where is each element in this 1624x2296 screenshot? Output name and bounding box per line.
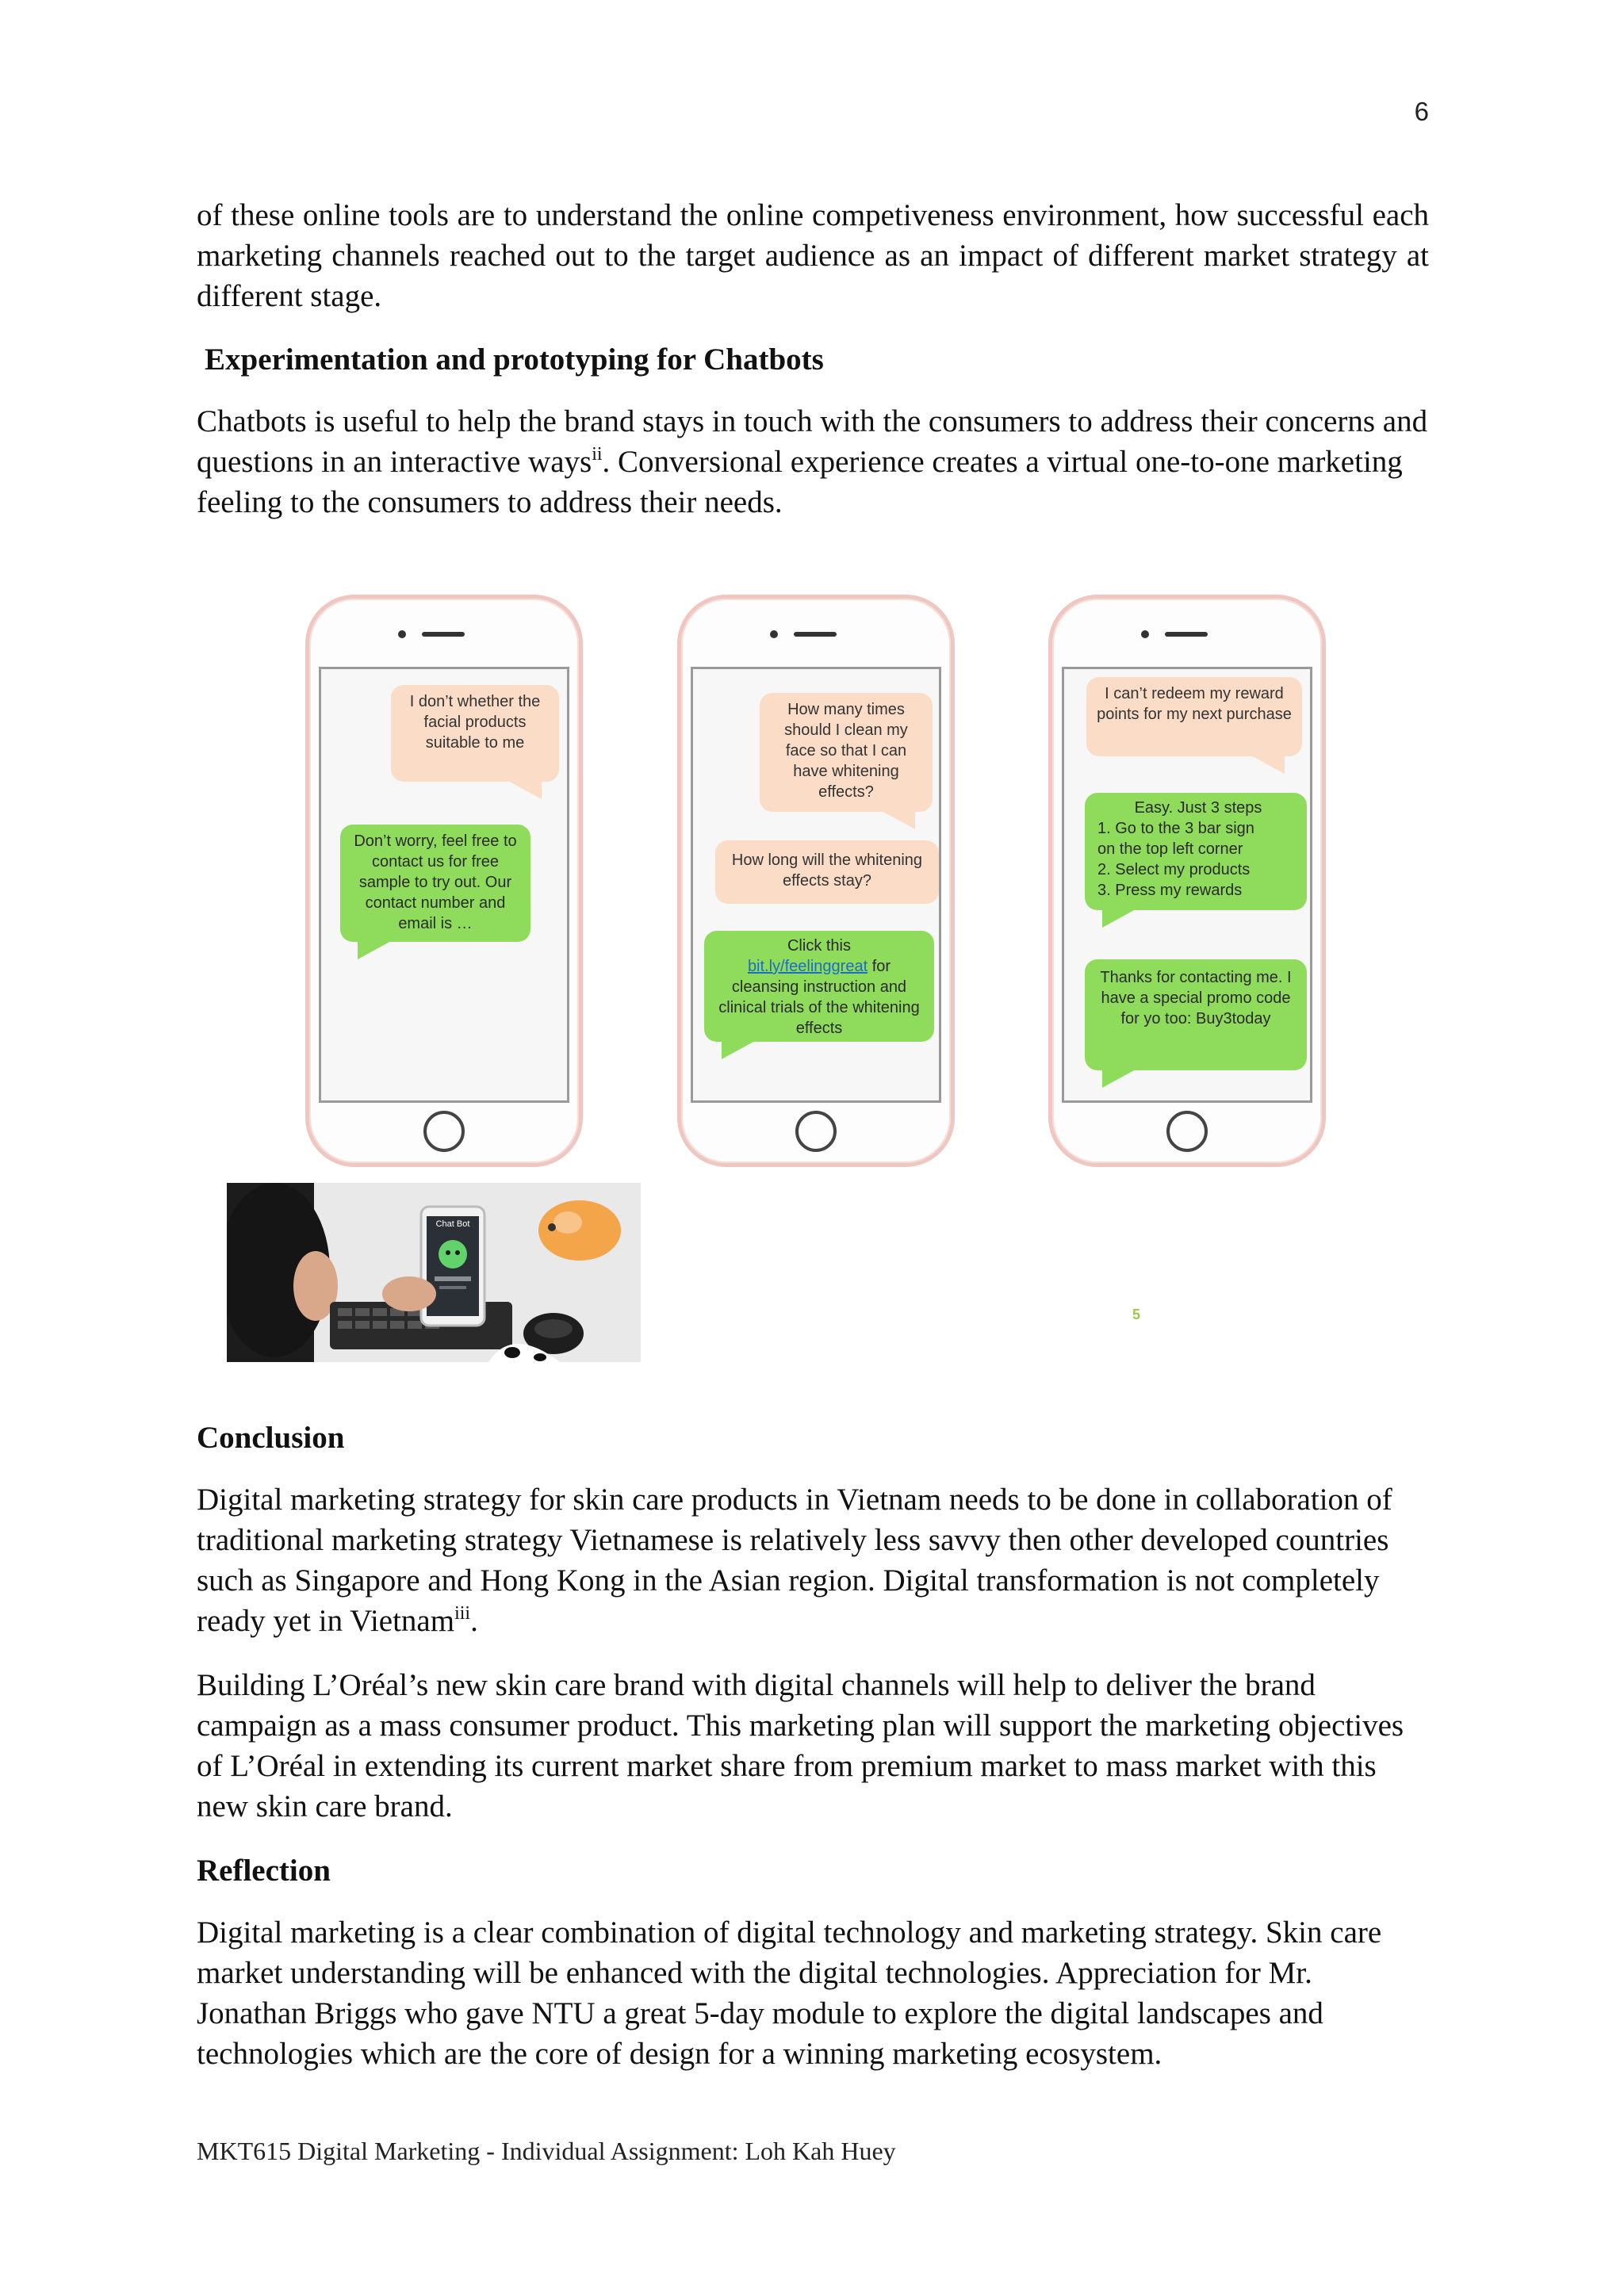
page-number: 6 — [1414, 97, 1429, 126]
chatbot-photo-illustration — [227, 1183, 641, 1362]
home-button — [795, 1111, 837, 1152]
conclusion-heading: Conclusion — [197, 1421, 345, 1455]
conclusion-text-2: . — [470, 1604, 478, 1638]
speaker-slot — [1165, 632, 1208, 637]
user-message-bubble: I can’t redeem my reward points for my next purchase — [1086, 677, 1302, 756]
steps-title: Easy. Just 3 steps — [1134, 799, 1262, 817]
user-message-bubble-2: How long will the whitening effects stay? — [715, 840, 939, 904]
chatbot-phone-2 — [677, 595, 955, 1167]
intro-paragraph: of these online tools are to understand the online competiveness environment, how successful each marketing channels reached out to the target audience as an impact of different market strategy at different stage. — [197, 198, 1429, 313]
phone-screen — [1062, 667, 1312, 1103]
step-line: 1. Go to the 3 bar sign — [1097, 820, 1254, 837]
chatbot-phone-1 — [305, 595, 583, 1167]
bot-reply-bubble — [704, 931, 934, 1042]
step-line: on the top left corner — [1097, 840, 1243, 858]
chatbots-paragraph — [197, 401, 1429, 522]
slide-number: 5 — [1132, 1307, 1141, 1322]
reflection-heading: Reflection — [197, 1854, 331, 1888]
chatbot-photo — [227, 1183, 641, 1362]
user-message-bubble: I don’t whether the facial products suitable to me — [391, 685, 559, 782]
feelinggreat-link[interactable]: bit.ly/feelinggreat — [747, 958, 868, 975]
footnote-ref-ii[interactable]: ii — [592, 444, 603, 465]
bot-reply-text-2: for cleansing instruction and clinical trials of the whitening effects — [718, 958, 920, 1037]
conclusion-paragraph-2: Building L’Oréal’s new skin care brand with digital channels will help to deliver the brand campaign as a mass consumer product. This marketing plan will support the marketing objectives of L’Oréal in extending its current market share from premium market to mass market with this new skin care brand. — [197, 1668, 1404, 1823]
phone-screen — [691, 667, 941, 1103]
reflection-paragraph: Digital marketing is a clear combination of digital technology and marketing strategy. Skin care market understanding will be enhanced with the digital technologies. Appreciation for Mr. Jonathan Briggs who gave NTU a great 5-day module to explore the digital landscapes and technologies which are the core of design for a winning marketing ecosystem. — [197, 1915, 1382, 2071]
camera-dot — [1141, 630, 1149, 638]
phone-screen — [319, 667, 569, 1103]
page-footer: MKT615 Digital Marketing - Individual Assignment: Loh Kah Huey — [197, 2137, 896, 2165]
speaker-slot — [422, 632, 465, 637]
conclusion-paragraph-1 — [197, 1479, 1429, 1641]
camera-dot — [398, 630, 406, 638]
chat-bot-label: Chat Bot — [435, 1219, 470, 1229]
user-message-bubble: How many times should I clean my face so that I can have whitening effects? — [760, 693, 933, 812]
chatbots-text-1: Chatbots is useful to help the brand stays in touch with the consumers to address their concerns and questions in an interactive ways — [197, 404, 1428, 479]
step-line: 3. Press my rewards — [1097, 882, 1243, 899]
chatbots-text-2: . Conversional experience creates a virtual one-to-one marketing feeling to the consumers to address their needs. — [197, 445, 1403, 519]
bot-reply-text-1: Click this — [787, 937, 851, 955]
chatbots-heading: Experimentation and prototyping for Chatbots — [205, 342, 824, 377]
home-button — [1166, 1111, 1208, 1152]
bot-promo-bubble: Thanks for contacting me. I have a special promo code for yo too: Buy3today — [1085, 959, 1307, 1070]
bot-reply-bubble: Don’t worry, feel free to contact us for free sample to try out. Our contact number and email is … — [340, 825, 530, 942]
footnote-ref-iii[interactable]: iii — [454, 1603, 471, 1624]
home-button — [423, 1111, 465, 1152]
camera-dot — [770, 630, 778, 638]
speaker-slot — [794, 632, 837, 637]
bot-steps-bubble — [1085, 793, 1307, 910]
step-line: 2. Select my products — [1097, 861, 1251, 878]
conclusion-text-1: Digital marketing strategy for skin care products in Vietnam needs to be done in collaboration of traditional marketing strategy Vietnamese is relatively less savvy then other developed countries such as Singapore and Hong Kong in the Asian region. Digital transformation is not completely ready yet in Vietnam — [197, 1483, 1392, 1638]
chatbot-phone-3 — [1048, 595, 1326, 1167]
